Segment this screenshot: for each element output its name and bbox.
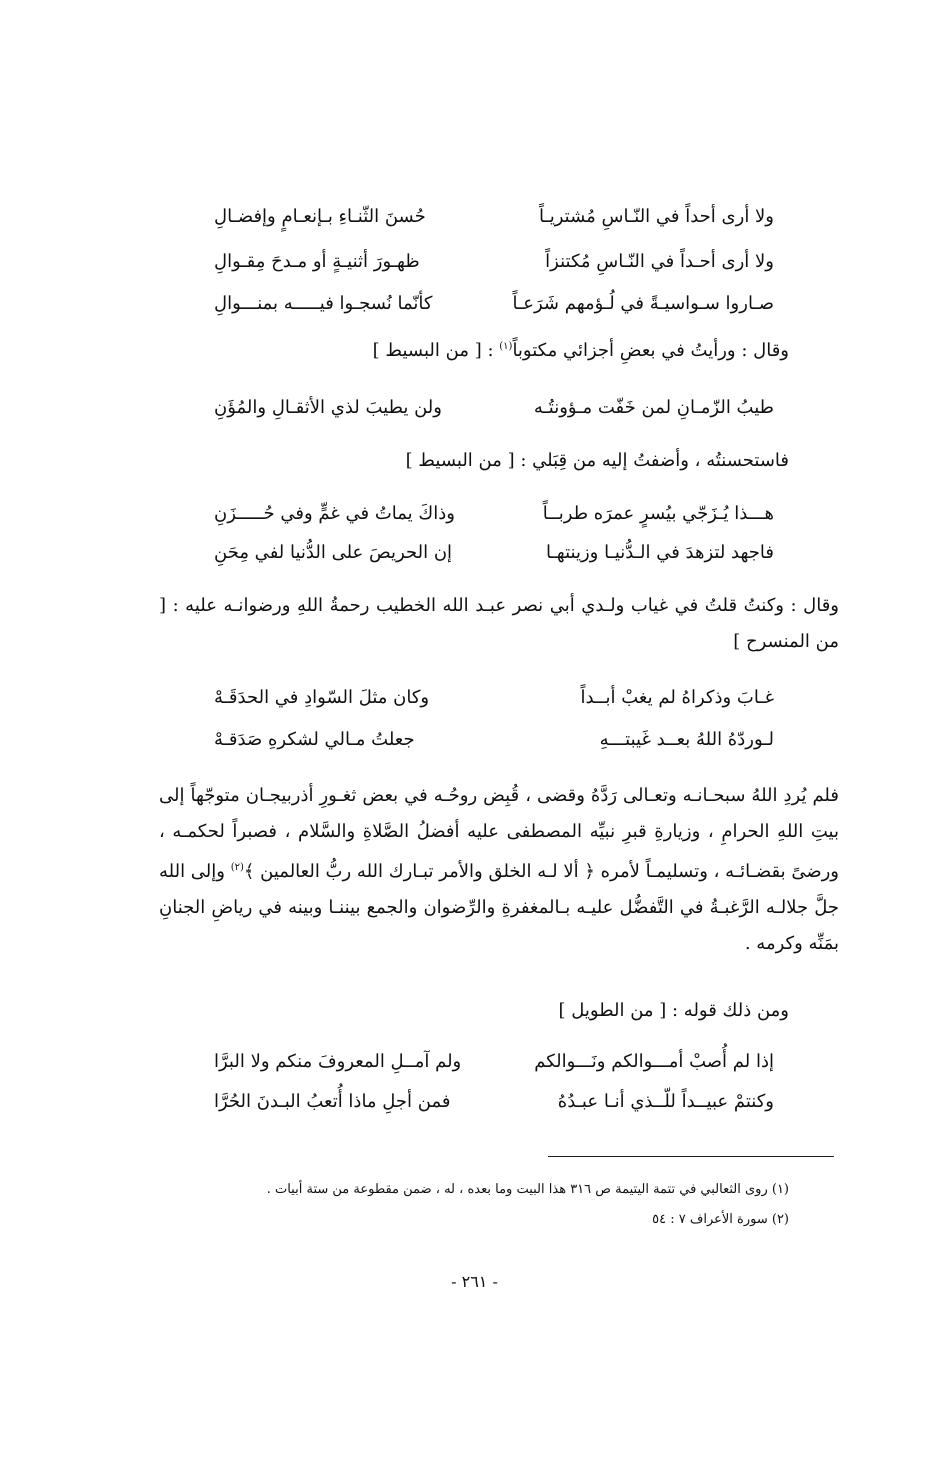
verse-hemistich-second: فمن أجلِ ماذا أُتعبُ البـدنَ الحُرَّا [214,1091,451,1112]
verse-hemistich-first: ولا أرى أحداً في النّـاسِ مُشتريـاً [538,206,774,227]
verse-line [214,502,774,526]
intro-text: وقال : ورأيتُ في بعضِ أجزائي مكتوباً [512,340,789,361]
verse-hemistich-first: صـاروا سـواسيـةً في لُـؤمهم شَرَعـاً [512,293,774,314]
prose-text: فلم يُردِ اللهُ سبحـانـه وتعـالى رَدَّهُ وقضى ، قُبِض روحُـه في بعض ثغـورِ أذربيجـان متوجّهاً إلى بيتِ اللهِ الحرامِ ، وزيارةِ قبرِ نبيِّه المصطفى عليه أفضلُ الصَّلاةِ والسَّلام ، فصبراً لحكمـه ، ورضىً بقضـائـه ، وتسليمـاً لأمره ﴿ ألا لـه الخلق والأمر تبـارك الله ربُّ العالمين ﴾ [159,785,839,882]
verse-hemistich-second: إن الحريصَ على الدُّنيا لفي مِحَنِ [214,542,453,563]
verse-hemistich-second: ولن يطيبَ لذي الأثقـالِ والمُؤَنِ [214,397,442,418]
verse-line [214,541,774,565]
poem-intro [373,340,789,361]
prose-paragraph: وقال : وكنتُ قلتُ في غياب ولـدي أبي نصر عبـد الله الخطيب رحمةُ اللهِ ورضوانـه عليه : [ من المنسرح ] [159,595,839,652]
verse-line [214,728,774,752]
footnote: (١) روى الثعالبي في تتمة اليتيمة ص ٣١٦ هذا البيت وما بعده ، له ، ضمن مقطوعة من ستة أبيات . [266,1182,789,1197]
prose-paragraph [159,778,839,962]
meter-label: : [ من البسيط ] [372,340,494,361]
verse-hemistich-first: طيبُ الزّمـانِ لمن خَفّت مـؤونتُـه [533,397,774,418]
verse-hemistich-second: ظهـورَ أثنيـةٍ أو مـدحَ مِقـوالِ [214,251,420,272]
page-number: - ٢٦١ - [451,1272,498,1291]
prose-text: وإلى الله جلَّ جلالـه الرَّغبـةُ في التَّفضُّل عليـه بـالمغفرةِ والرِّضوان والجمع بيننـا وبينه في رياضِ الجنانِ بمَنِّه وكرمه . [158,861,839,954]
verse-line [214,1090,774,1114]
verse-hemistich-first: فاجهد لتزهدَ في الـدُّنيـا وزينتهـا [546,542,774,563]
verse-hemistich-second: ولم آمــلِ المعروفَ منكم ولا البرَّا [214,1051,462,1072]
verse-hemistich-second: جعلتُ مـالي لشكرهِ صَدَقـهْ [214,729,415,750]
poem-intro: فاستحسنتُه ، وأضفتُ إليه من قِبَلي : [ من البسيط ] [405,450,789,471]
verse-line [214,1050,774,1074]
footnote: (٢) سورة الأعراف ٧ : ٥٤ [652,1212,789,1227]
verse-hemistich-second: وذاكَ يماتُ في غمٍّ وفي حُـــــزَنِ [214,503,455,524]
verse-hemistich-second: كأنّما نُسجـوا فيـــــه بمنـــوالِ [214,293,433,314]
verse-hemistich-second: وكان مثلَ السّوادِ في الحدَقَـهْ [214,687,430,708]
verse-line [214,250,774,274]
footnote-separator [548,1156,834,1157]
verse-hemistich-first: وكنتمْ عبيــداً للّــذي أنـا عبـدُهُ [557,1091,774,1112]
verse-hemistich-second: حُسنَ الثّنـاءِ بـإنعـامٍ وإفضـالِ [214,206,426,227]
footnote-ref[interactable]: (٢) [230,862,244,873]
verse-hemistich-first: هـــذا يُـزَجّي بيُسرٍ عمرَه طربــاً [542,503,774,524]
verse-line [214,205,774,229]
poem-intro: ومن ذلك قوله : [ من الطويل ] [558,1000,789,1021]
verse-hemistich-first: ولا أرى أحـداً في النّـاسِ مُكتنزاً [545,251,774,272]
verse-line [214,686,774,710]
footnote-ref[interactable]: (١) [499,341,513,352]
verse-line [214,396,774,420]
verse-hemistich-first: إذا لم أُصبْ أمـــوالكم ونَـــوالكم [534,1051,774,1072]
verse-line [214,292,774,316]
verse-hemistich-first: لـوردّهُ اللهُ بعــد غَيبتـــهِ [599,729,774,750]
verse-hemistich-first: غـابَ وذكراهُ لم يغبْ أبــداً [580,687,774,708]
